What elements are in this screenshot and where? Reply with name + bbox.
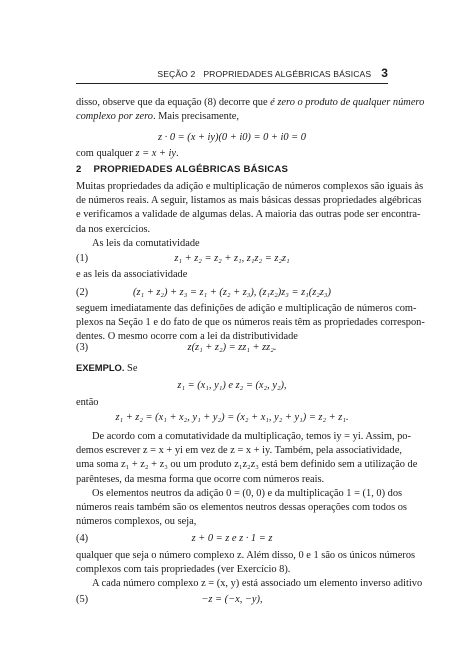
page-number: 3 — [381, 66, 388, 80]
equation-2-associativity: (2) (z₁ + z₂) + z₃ = z₁ + (z₂ + z₃), (z₁z₂)z₃ = z₁(z₂z₃) — [76, 287, 331, 298]
section-number: 2 — [76, 164, 82, 175]
equation-3-distributivity: (3) z(z₁ + z₂) = zz₁ + zz₂. — [76, 342, 277, 353]
text-line: e verificamos a validade de algumas delas. A maioria das outras pode ser encontra- — [76, 209, 421, 221]
equation-number: (1) — [76, 253, 89, 264]
text-line: números reais também são os elementos neutros dessas operações com todos os — [76, 502, 407, 514]
equation-number: (3) — [76, 342, 89, 353]
paragraph-neutral-elements — [76, 430, 418, 529]
text-line: As leis da comutatividade — [92, 237, 200, 249]
equation-example-sum: z₁ + z₂ = (x₁ + x₂, y₁ + y₂) = (x₂ + x₁, y₂ + y₁) = z₂ + z₁. — [115, 412, 349, 423]
equation-number: (2) — [76, 287, 89, 298]
paragraph-properties — [76, 180, 424, 251]
text-line: seguem imediatamente das definições de adição e multiplicação de números com- — [76, 303, 417, 314]
text-line: plexos na Seção 1 e do fato de que os números reais têm as propriedades correspon- — [76, 317, 425, 329]
text-line: Muitas propriedades da adição e multiplicação de números complexos são iguais às — [76, 181, 424, 192]
intro-line-2: complexo por zero. Mais precisamente, — [76, 111, 239, 123]
equation-example-definitions: z₁ = (x₁, y₁) e z₂ = (x₂, y₂), — [177, 380, 287, 391]
intro-paragraph — [76, 96, 425, 124]
assoc-intro: e as leis da associatividade — [76, 269, 188, 280]
text-line: qualquer que seja o número complexo z. Além disso, 0 e 1 são os únicos números — [76, 550, 416, 561]
header-title: PROPRIEDADES ALGÉBRICAS BÁSICAS — [203, 69, 372, 79]
equation-1-commutativity: (1) z₁ + z₂ = z₂ + z₁, z₁z₂ = z₂z₁ — [76, 253, 290, 264]
text-line: De acordo com a comutatividade da multiplicação, temos iy = yi. Assim, po- — [92, 431, 411, 442]
intro-line-1: disso, observe que da equação (8) decorre que é zero o produto de qualquer número — [76, 97, 425, 108]
text-line: parênteses, da mesma forma que ocorre com números reais. — [76, 473, 325, 485]
equation-4-identities: (4) z + 0 = z e z · 1 = z — [76, 533, 273, 544]
paragraph-additive-inverse — [76, 549, 423, 592]
section-heading — [76, 164, 288, 175]
text-line: demos escrever z = x + yi em vez de z = x + iy. Também, pela associatividade, — [76, 445, 402, 457]
text-line: uma soma z₁ + z₂ + z₃ ou um produto z₁z₂z₃ está bem definido sem a utilização de — [76, 459, 418, 471]
text-line: dentes. O mesmo ocorre com a lei da distributividade — [76, 331, 298, 343]
paragraph-definitions — [76, 302, 425, 345]
text-line: de números reais. A seguir, listamos as mais básicas dessas propriedades algébricas — [76, 195, 422, 207]
equation-number: (4) — [76, 533, 89, 544]
example-label: EXEMPLO. Se — [76, 362, 138, 374]
text-line: da nos exercícios. — [76, 223, 151, 235]
equation-5-inverse: (5) −z = (−x, −y), — [76, 594, 263, 605]
text-line: números complexos, ou seja, — [76, 516, 197, 528]
text-line: A cada número complexo z = (x, y) está associado um elemento inverso aditivo — [92, 578, 423, 590]
header-section: SEÇÃO 2 — [157, 69, 196, 79]
entao: então — [76, 397, 99, 408]
text-line: Os elementos neutros da adição 0 = (0, 0) e da multiplicação 1 = (1, 0) dos — [92, 487, 403, 499]
intro-tail: com qualquer z = x + iy. — [76, 148, 179, 159]
running-header — [76, 66, 388, 80]
equation-zero-product: z · 0 = (x + iy)(0 + i0) = 0 + i0 = 0 — [158, 132, 306, 143]
text-line: complexos com tais propriedades (ver Exercício 8). — [76, 564, 291, 576]
equation-number: (5) — [76, 594, 89, 605]
header-rule — [76, 83, 388, 84]
section-title: PROPRIEDADES ALGÉBRICAS BÁSICAS — [93, 164, 289, 175]
